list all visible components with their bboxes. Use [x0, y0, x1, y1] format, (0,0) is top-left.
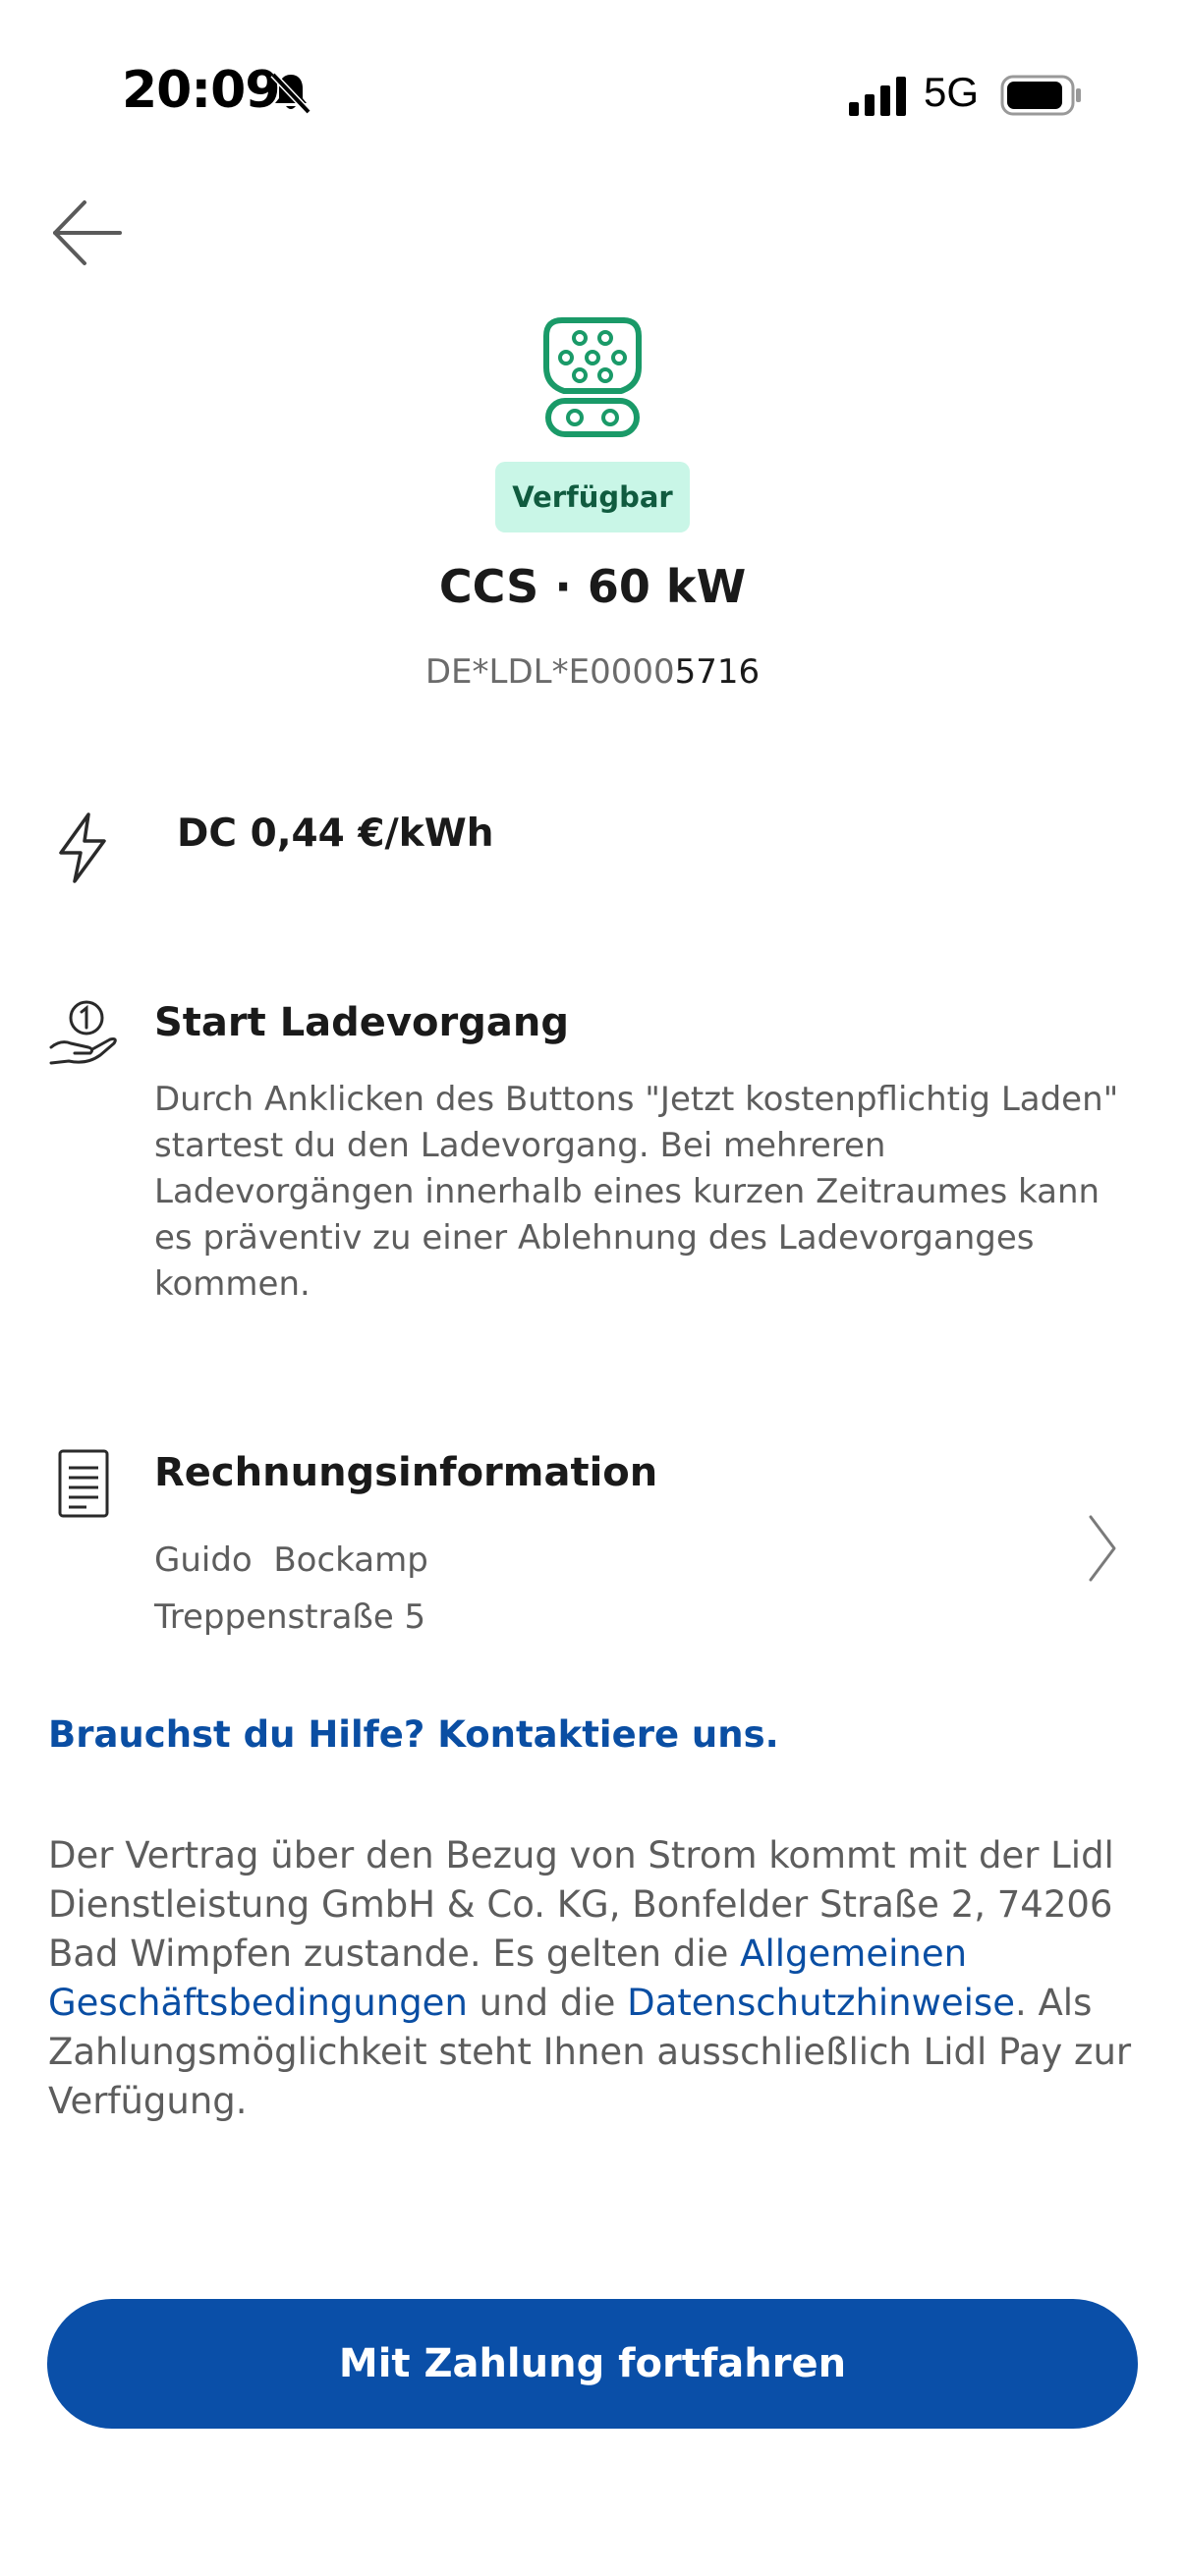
- hand-coin-icon: [47, 998, 120, 1071]
- bell-muted-icon: [267, 69, 314, 116]
- evse-number: 5716: [674, 652, 761, 692]
- legal-part-2: und die: [467, 1982, 628, 2024]
- start-description: Durch Anklicken des Buttons "Jetzt kostenpflichtig Laden" startest du den Ladevorgang. Bei mehreren Ladevorgängen innerhalb eines kurzen Zeitraumes kann es präventiv zu einer Ablehnung des Ladevorganges kommen.: [154, 1080, 1119, 1304]
- legal-part-3: . Als Zahlungsmöglichkeit steht Ihnen ausschließlich Lidl Pay zur Verfügung.: [48, 1982, 1132, 2122]
- start-title: Start Ladevorgang: [154, 1000, 569, 1045]
- document-icon: [57, 1448, 110, 1519]
- arrow-left-icon[interactable]: [49, 195, 126, 271]
- ccs-plug-icon: [542, 316, 643, 438]
- billing-name: Guido Bockamp: [154, 1540, 428, 1580]
- billing-title: Rechnungsinformation: [154, 1450, 658, 1495]
- lightning-icon: [55, 812, 110, 884]
- chevron-right-icon[interactable]: [1085, 1513, 1120, 1584]
- status-badge: Verfügbar: [495, 462, 690, 532]
- legal-text: [48, 1831, 1149, 2126]
- network-label: 5G: [924, 69, 980, 115]
- evse-prefix: DE*LDL*E0000: [424, 652, 675, 692]
- status-time: 20:09: [122, 61, 280, 120]
- help-contact-link[interactable]: Brauchst du Hilfe? Kontaktiere uns.: [48, 1713, 779, 1756]
- signal-icon: [849, 77, 908, 116]
- price-label: DC 0,44 €/kWh: [177, 812, 494, 856]
- connector-title: CCS · 60 kW: [438, 560, 747, 613]
- billing-street: Treppenstraße 5: [154, 1597, 426, 1637]
- legal-part-1: Der Vertrag über den Bezug von Strom kommt mit der Lidl Dienstleistung GmbH & Co. KG, Bonfelder Straße 2, 74206 Bad Wimpfen zustande. Es gelten die: [48, 1834, 1114, 1975]
- terms-link[interactable]: Allgemeinen Geschäftsbedingungen: [48, 1932, 968, 2024]
- evse-id: [0, 652, 1185, 692]
- battery-icon: [1000, 75, 1083, 116]
- privacy-link[interactable]: Datenschutzhinweise: [627, 1982, 1015, 2024]
- continue-payment-button[interactable]: Mit Zahlung fortfahren: [47, 2299, 1138, 2429]
